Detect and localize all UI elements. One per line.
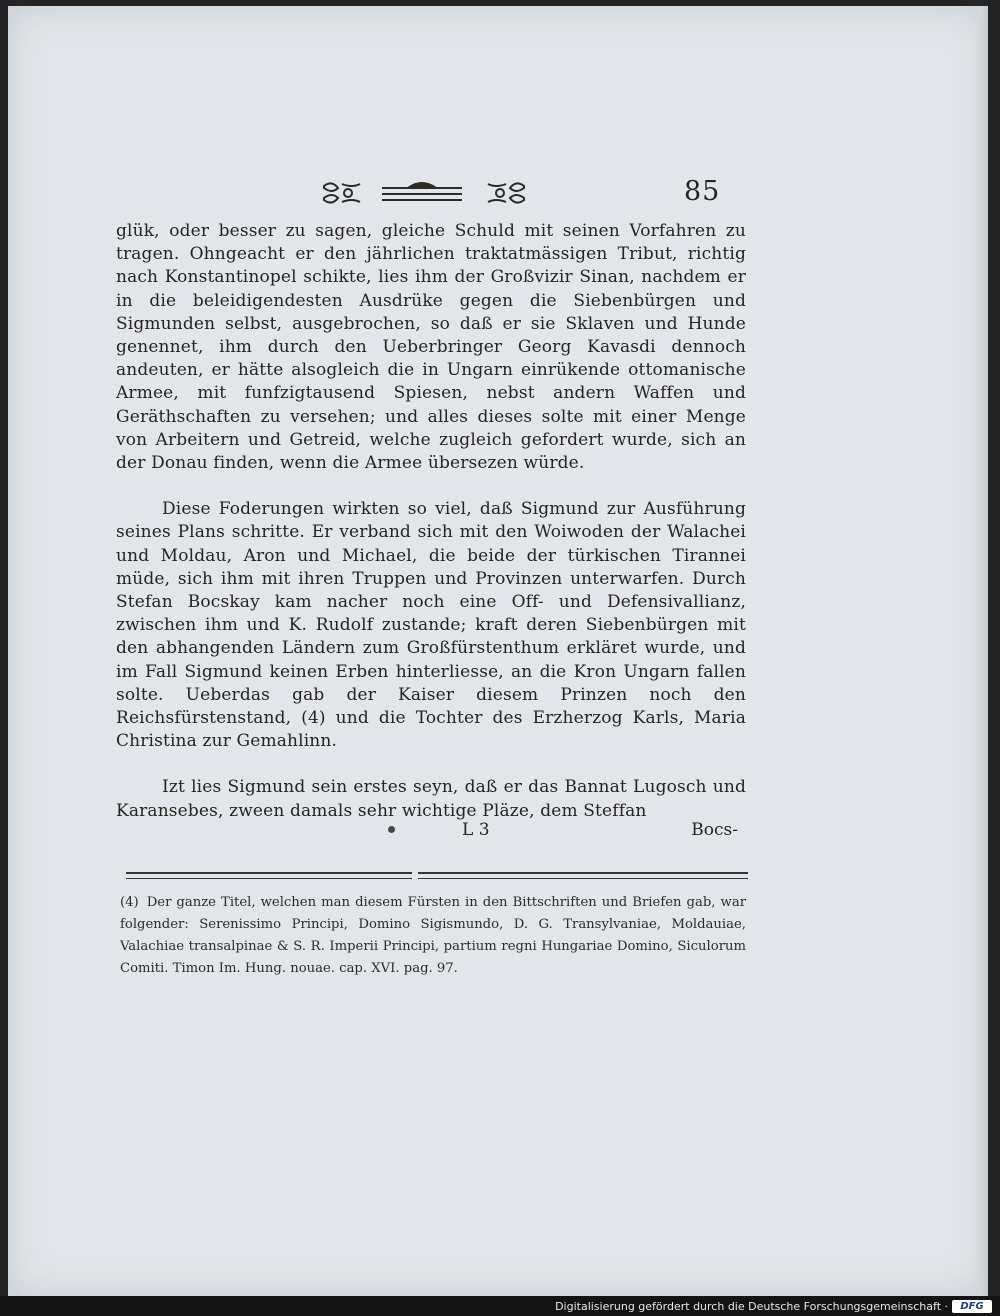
- center-ornament-icon: [378, 178, 466, 208]
- body-text: [116, 220, 746, 823]
- page-number: 85: [684, 176, 721, 207]
- footer-credit: Digitalisierung gefördert durch die Deutsche Forschungsgemeinschaft ·: [555, 1300, 948, 1313]
- fleuron-right-icon: [484, 178, 528, 208]
- ink-dot: [388, 826, 395, 833]
- dfg-logo-icon: DFG: [952, 1300, 992, 1313]
- catchword: Bocs-: [691, 820, 738, 840]
- signature-line: [116, 820, 746, 846]
- header-ornament: [320, 178, 740, 208]
- footnote-rule-thin: [126, 878, 748, 879]
- signature-mark: L 3: [462, 820, 490, 840]
- footnote: [120, 892, 746, 980]
- paragraph-1: glük, oder besser zu sagen, gleiche Schuld mit seinen Vorfahren zu tragen. Ohngeacht er den jährlichen traktatmässigen Tribut, richtig nach Konstantinopel schikte, lies ihm der Großvizir Sinan, nachdem er in die beleidigendesten Ausdrüke gegen die Siebenbürgen und Sigmunden selbst, ausgebrochen, so daß er sie Sklaven und Hunde genennet, ihm durch den Ueberbringer Georg Kavasdi dennoch andeuten, er hätte alsogleich die in Ungarn einrükende ottomanische Armee, mit funfzigtausend Spiesen, nebst andern Waffen und Geräthschaften zu versehen; und alles dieses solte mit einer Menge von Arbeitern und Getreid, welche zugleich gefordert wurde, sich an der Donau finden, wenn die Armee übersezen würde.: [116, 221, 746, 474]
- footnote-rule: [126, 872, 748, 874]
- fleuron-left-icon: [320, 178, 364, 208]
- paragraph-3: Izt lies Sigmund sein erstes seyn, daß er das Bannat Lugosch und Karansebes, zween damals sehr wichtige Pläze, dem Steffan: [116, 777, 746, 821]
- footnote-marker: (4): [120, 895, 139, 910]
- rule-break: [412, 868, 418, 882]
- paragraph-2: Diese Foderungen wirkten so viel, daß Sigmund zur Ausführung seines Plans schritte. Er verband sich mit den Woiwoden der Walachei und Moldau, Aron und Michael, die beide der türkischen Tirannei müde, sich ihm mit ihren Truppen und Provinzen unterwarfen. Durch Stefan Bocskay kam nacher noch eine Off- und Defensivallianz, zwischen ihm und K. Rudolf zustande; kraft deren Siebenbürgen mit den abhangenden Ländern zum Großfürstenthum erkläret wurde, und im Fall Sigmund keinen Erben hinterliesse, an die Kron Ungarn fallen solte. Ueberdas gab der Kaiser diesem Prinzen noch den Reichsfürstenstand, (4) und die Tochter des Erzherzog Karls, Maria Christina zur Gemahlinn.: [116, 499, 746, 752]
- book-page: [8, 6, 988, 1296]
- footnote-text: Der ganze Titel, welchen man diesem Fürsten in den Bittschriften und Briefen gab, war folgender: Serenissimo Principi, Domino Sigismundo, D. G. Transylvaniae, Moldauiae, Valachiae transalpinae & S. R. Imperii Principi, partium regni Hungariae Domino, Siculorum Comiti. Timon Im. Hung. nouae. cap. XVI. pag. 97.: [120, 895, 746, 976]
